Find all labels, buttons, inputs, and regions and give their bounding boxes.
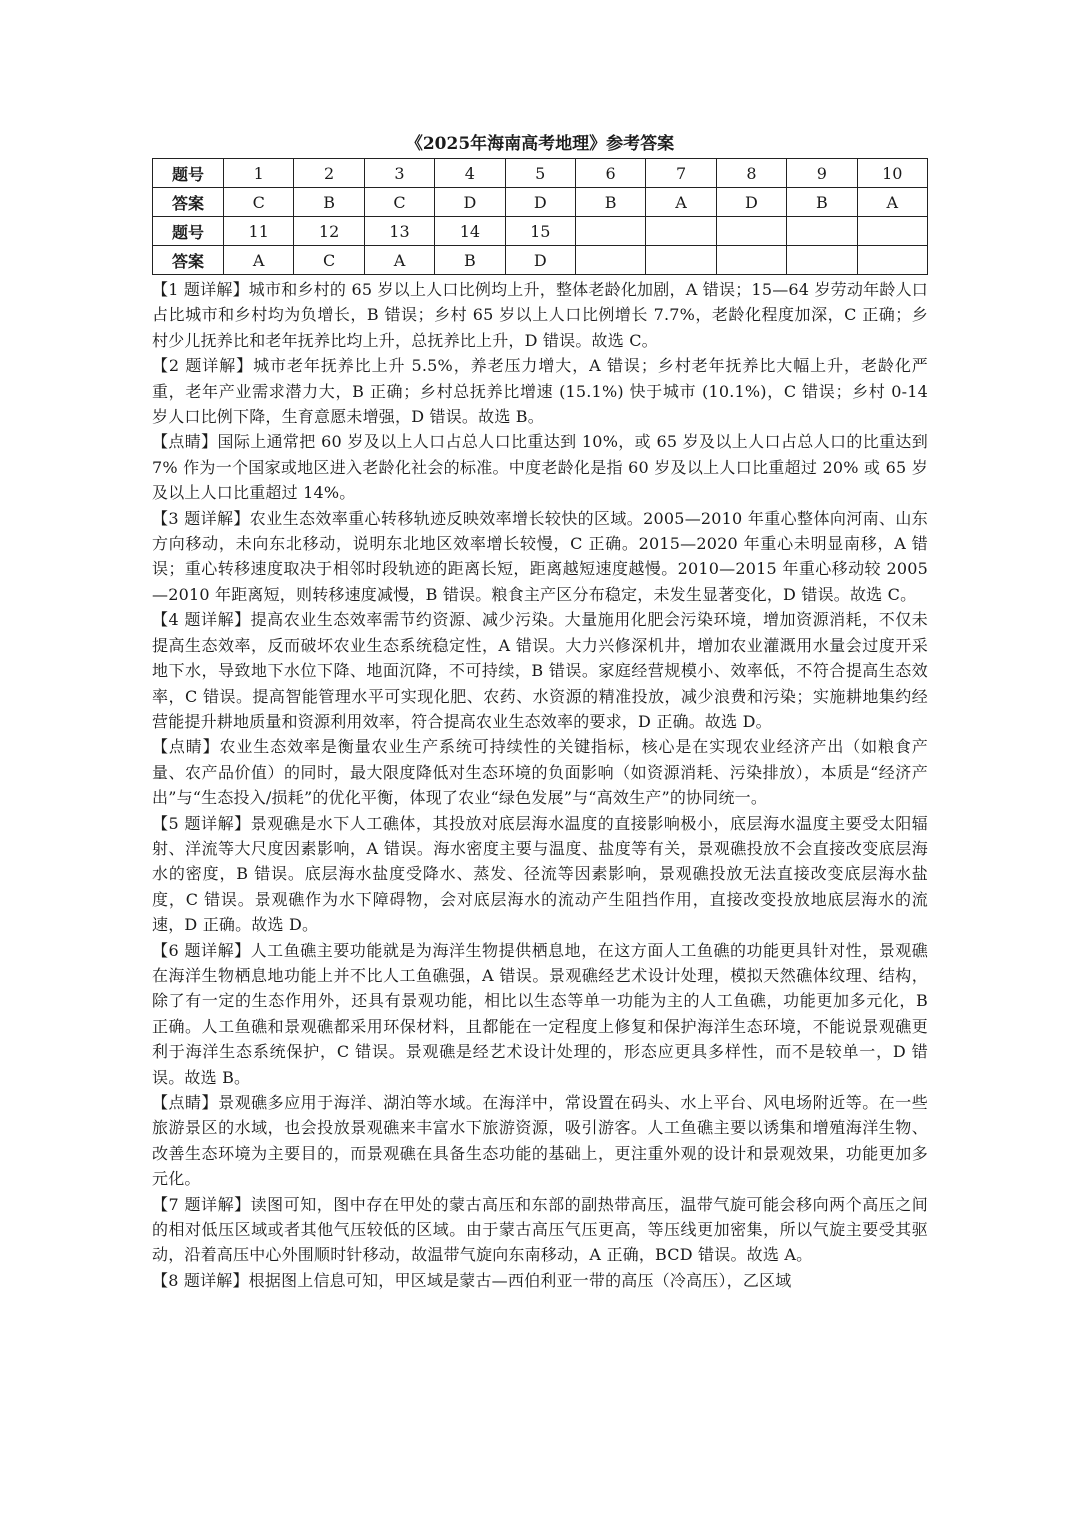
question-number: 3 bbox=[364, 159, 434, 188]
row-label-number: 题号 bbox=[153, 159, 224, 188]
question-number: 15 bbox=[505, 217, 575, 246]
empty-cell bbox=[646, 217, 716, 246]
answer-cell: D bbox=[435, 188, 505, 217]
empty-cell bbox=[857, 217, 927, 246]
explanation-q1: 【1 题详解】城市和乡村的 65 岁以上人口比例均上升，整体老龄化加剧，A 错误；15—64 岁劳动年龄人口占比城市和乡村均为负增长，B 错误；乡村 65 岁以上人口比例增长 7.7%，老龄化程度加深，C 正确；乡村少儿抚养比和老年抚养比均上升，总抚养比上升，D 错误。故选 C。 bbox=[152, 280, 928, 350]
explanations bbox=[152, 277, 928, 1293]
question-number: 9 bbox=[787, 159, 857, 188]
question-number: 11 bbox=[224, 217, 294, 246]
question-number: 14 bbox=[435, 217, 505, 246]
explanation-q6: 【6 题详解】人工鱼礁主要功能就是为海洋生物提供栖息地，在这方面人工鱼礁的功能更具针对性，景观礁在海洋生物栖息地功能上并不比人工鱼礁强，A 错误。景观礁经艺术设计处理，模拟天然礁体纹理、结构，除了有一定的生态作用外，还具有景观功能，相比以生态等单一功能为主的人工鱼礁，功能更加多元化，B 正确。人工鱼礁和景观礁都采用环保材料，且都能在一定程度上修复和保护海洋生态环境，不能说景观礁更利于海洋生态系统保护，C 错误。景观礁是经艺术设计处理的，形态应更具多样性，而不是较单一，D 错误。故选 B。 bbox=[152, 940, 928, 1087]
table-row-numbers-1 bbox=[153, 159, 928, 188]
question-number: 12 bbox=[294, 217, 364, 246]
question-number: 10 bbox=[857, 159, 927, 188]
empty-cell bbox=[857, 246, 927, 275]
question-number: 7 bbox=[646, 159, 716, 188]
answer-cell: A bbox=[646, 188, 716, 217]
answer-cell: A bbox=[364, 246, 434, 275]
empty-cell bbox=[787, 217, 857, 246]
table-row-numbers-2 bbox=[153, 217, 928, 246]
answer-cell: C bbox=[294, 246, 364, 275]
empty-cell bbox=[787, 246, 857, 275]
empty-cell bbox=[575, 217, 645, 246]
answer-cell: B bbox=[294, 188, 364, 217]
row-label-number: 题号 bbox=[153, 217, 224, 246]
answer-cell: B bbox=[435, 246, 505, 275]
answer-table bbox=[152, 158, 928, 275]
note-q6: 【点睛】景观礁多应用于海洋、湖泊等水域。在海洋中，常设置在码头、水上平台、风电场附近等。在一些旅游景区的水域，也会投放景观礁来丰富水下旅游资源，吸引游客。人工鱼礁主要以诱集和增殖海洋生物、改善生态环境为主要目的，而景观礁在具备生态功能的基础上，更注重外观的设计和景观效果，功能更加多元化。 bbox=[152, 1093, 928, 1189]
explanation-q4: 【4 题详解】提高农业生态效率需节约资源、减少污染。大量施用化肥会污染环境，增加资源消耗，不仅未提高生态效率，反而破坏农业生态系统稳定性，A 错误。大力兴修深机井，增加农业灌溉用水量会过度开采地下水，导致地下水位下降、地面沉降，不可持续，B 错误。家庭经营规模小、效率低，不符合提高生态效率，C 错误。提高智能管理水平可实现化肥、农药、水资源的精准投放，减少浪费和污染；实施耕地集约经营能提升耕地质量和资源利用效率，符合提高农业生态效率的要求，D 正确。故选 D。 bbox=[152, 610, 928, 731]
empty-cell bbox=[575, 246, 645, 275]
question-number: 1 bbox=[224, 159, 294, 188]
answer-cell: B bbox=[575, 188, 645, 217]
question-number: 4 bbox=[435, 159, 505, 188]
explanation-q2: 【2 题详解】城市老年抚养比上升 5.5%，养老压力增大，A 错误；乡村老年抚养比大幅上升，老龄化严重，老年产业需求潜力大，B 正确；乡村总抚养比增速 (15.1%) 快于城市 (10.1%)，C 错误；乡村 0-14 岁人口比例下降，生育意愿未增强，D 错误。故选 B。 bbox=[152, 356, 928, 427]
note-q4: 【点睛】农业生态效率是衡量农业生产系统可持续性的关键指标，核心是在实现农业经济产出（如粮食产量、农产品价值）的同时，最大限度降低对生态环境的负面影响（如资源消耗、污染排放），本质是“经济产出”与“生态投入/损耗”的优化平衡，体现了农业“绿色发展”与“高效生产”的协同统一。 bbox=[152, 737, 928, 808]
answer-cell: D bbox=[716, 188, 786, 217]
answer-cell: C bbox=[364, 188, 434, 217]
explanation-q7: 【7 题详解】读图可知，图中存在甲处的蒙古高压和东部的副热带高压，温带气旋可能会移向两个高压之间的相对低压区域或者其他气压较低的区域。由于蒙古高压气压更高，等压线更加密集，所以气旋主要受其驱动，沿着高压中心外围顺时针移动，故温带气旋向东南移动，A 正确，BCD 错误。故选 A。 bbox=[152, 1194, 928, 1265]
question-number: 8 bbox=[716, 159, 786, 188]
table-row-answers-2 bbox=[153, 246, 928, 275]
question-number: 5 bbox=[505, 159, 575, 188]
answer-cell: C bbox=[224, 188, 294, 217]
empty-cell bbox=[716, 246, 786, 275]
explanation-q5: 【5 题详解】景观礁是水下人工礁体，其投放对底层海水温度的直接影响极小，底层海水温度主要受太阳辐射、洋流等大尺度因素影响，A 错误。海水密度主要与温度、盐度等有关，景观礁投放不会直接改变底层海水的密度，B 错误。底层海水盐度受降水、蒸发、径流等因素影响，景观礁投放无法直接改变底层海水盐度，C 错误。景观礁作为水下障碍物，会对底层海水的流动产生阻挡作用，直接改变投放地底层海水的流速，D 正确。故选 D。 bbox=[152, 813, 928, 935]
row-label-answer: 答案 bbox=[153, 246, 224, 275]
answer-cell: D bbox=[505, 188, 575, 217]
question-number: 2 bbox=[294, 159, 364, 188]
document-title: 《2025年海南高考地理》参考答案 bbox=[405, 134, 675, 154]
table-row-answers-1 bbox=[153, 188, 928, 217]
empty-cell bbox=[716, 217, 786, 246]
question-number: 6 bbox=[575, 159, 645, 188]
empty-cell bbox=[646, 246, 716, 275]
answer-cell: B bbox=[787, 188, 857, 217]
answer-cell: A bbox=[857, 188, 927, 217]
answer-cell: A bbox=[224, 246, 294, 275]
explanation-q8: 【8 题详解】根据图上信息可知，甲区域是蒙古—西伯利亚一带的高压（冷高压），乙区域 bbox=[152, 1270, 792, 1290]
answer-cell: D bbox=[505, 246, 575, 275]
note-q2: 【点睛】国际上通常把 60 岁及以上人口占总人口比重达到 10%，或 65 岁及以上人口占总人口的比重达到 7% 作为一个国家或地区进入老龄化社会的标准。中度老龄化是指 60 岁及以上人口比重超过 20% 或 65 岁及以上人口比重超过 14%。 bbox=[152, 432, 928, 503]
row-label-answer: 答案 bbox=[153, 188, 224, 217]
question-number: 13 bbox=[364, 217, 434, 246]
answer-document bbox=[152, 130, 928, 1293]
explanation-q3: 【3 题详解】农业生态效率重心转移轨迹反映效率增长较快的区域。2005—2010 年重心整体向河南、山东方向移动，未向东北移动，说明东北地区效率增长较慢，C 正确。2015—2020 年重心未明显南移，A 错误；重心转移速度取决于相邻时段轨迹的距离长短，距离越短速度越慢。2010—2015 年重心移动较 2005—2010 年距离短，则转移速度减慢，B 错误。粮食主产区分布稳定，未发生显著变化，D 错误。故选 C。 bbox=[152, 508, 928, 604]
